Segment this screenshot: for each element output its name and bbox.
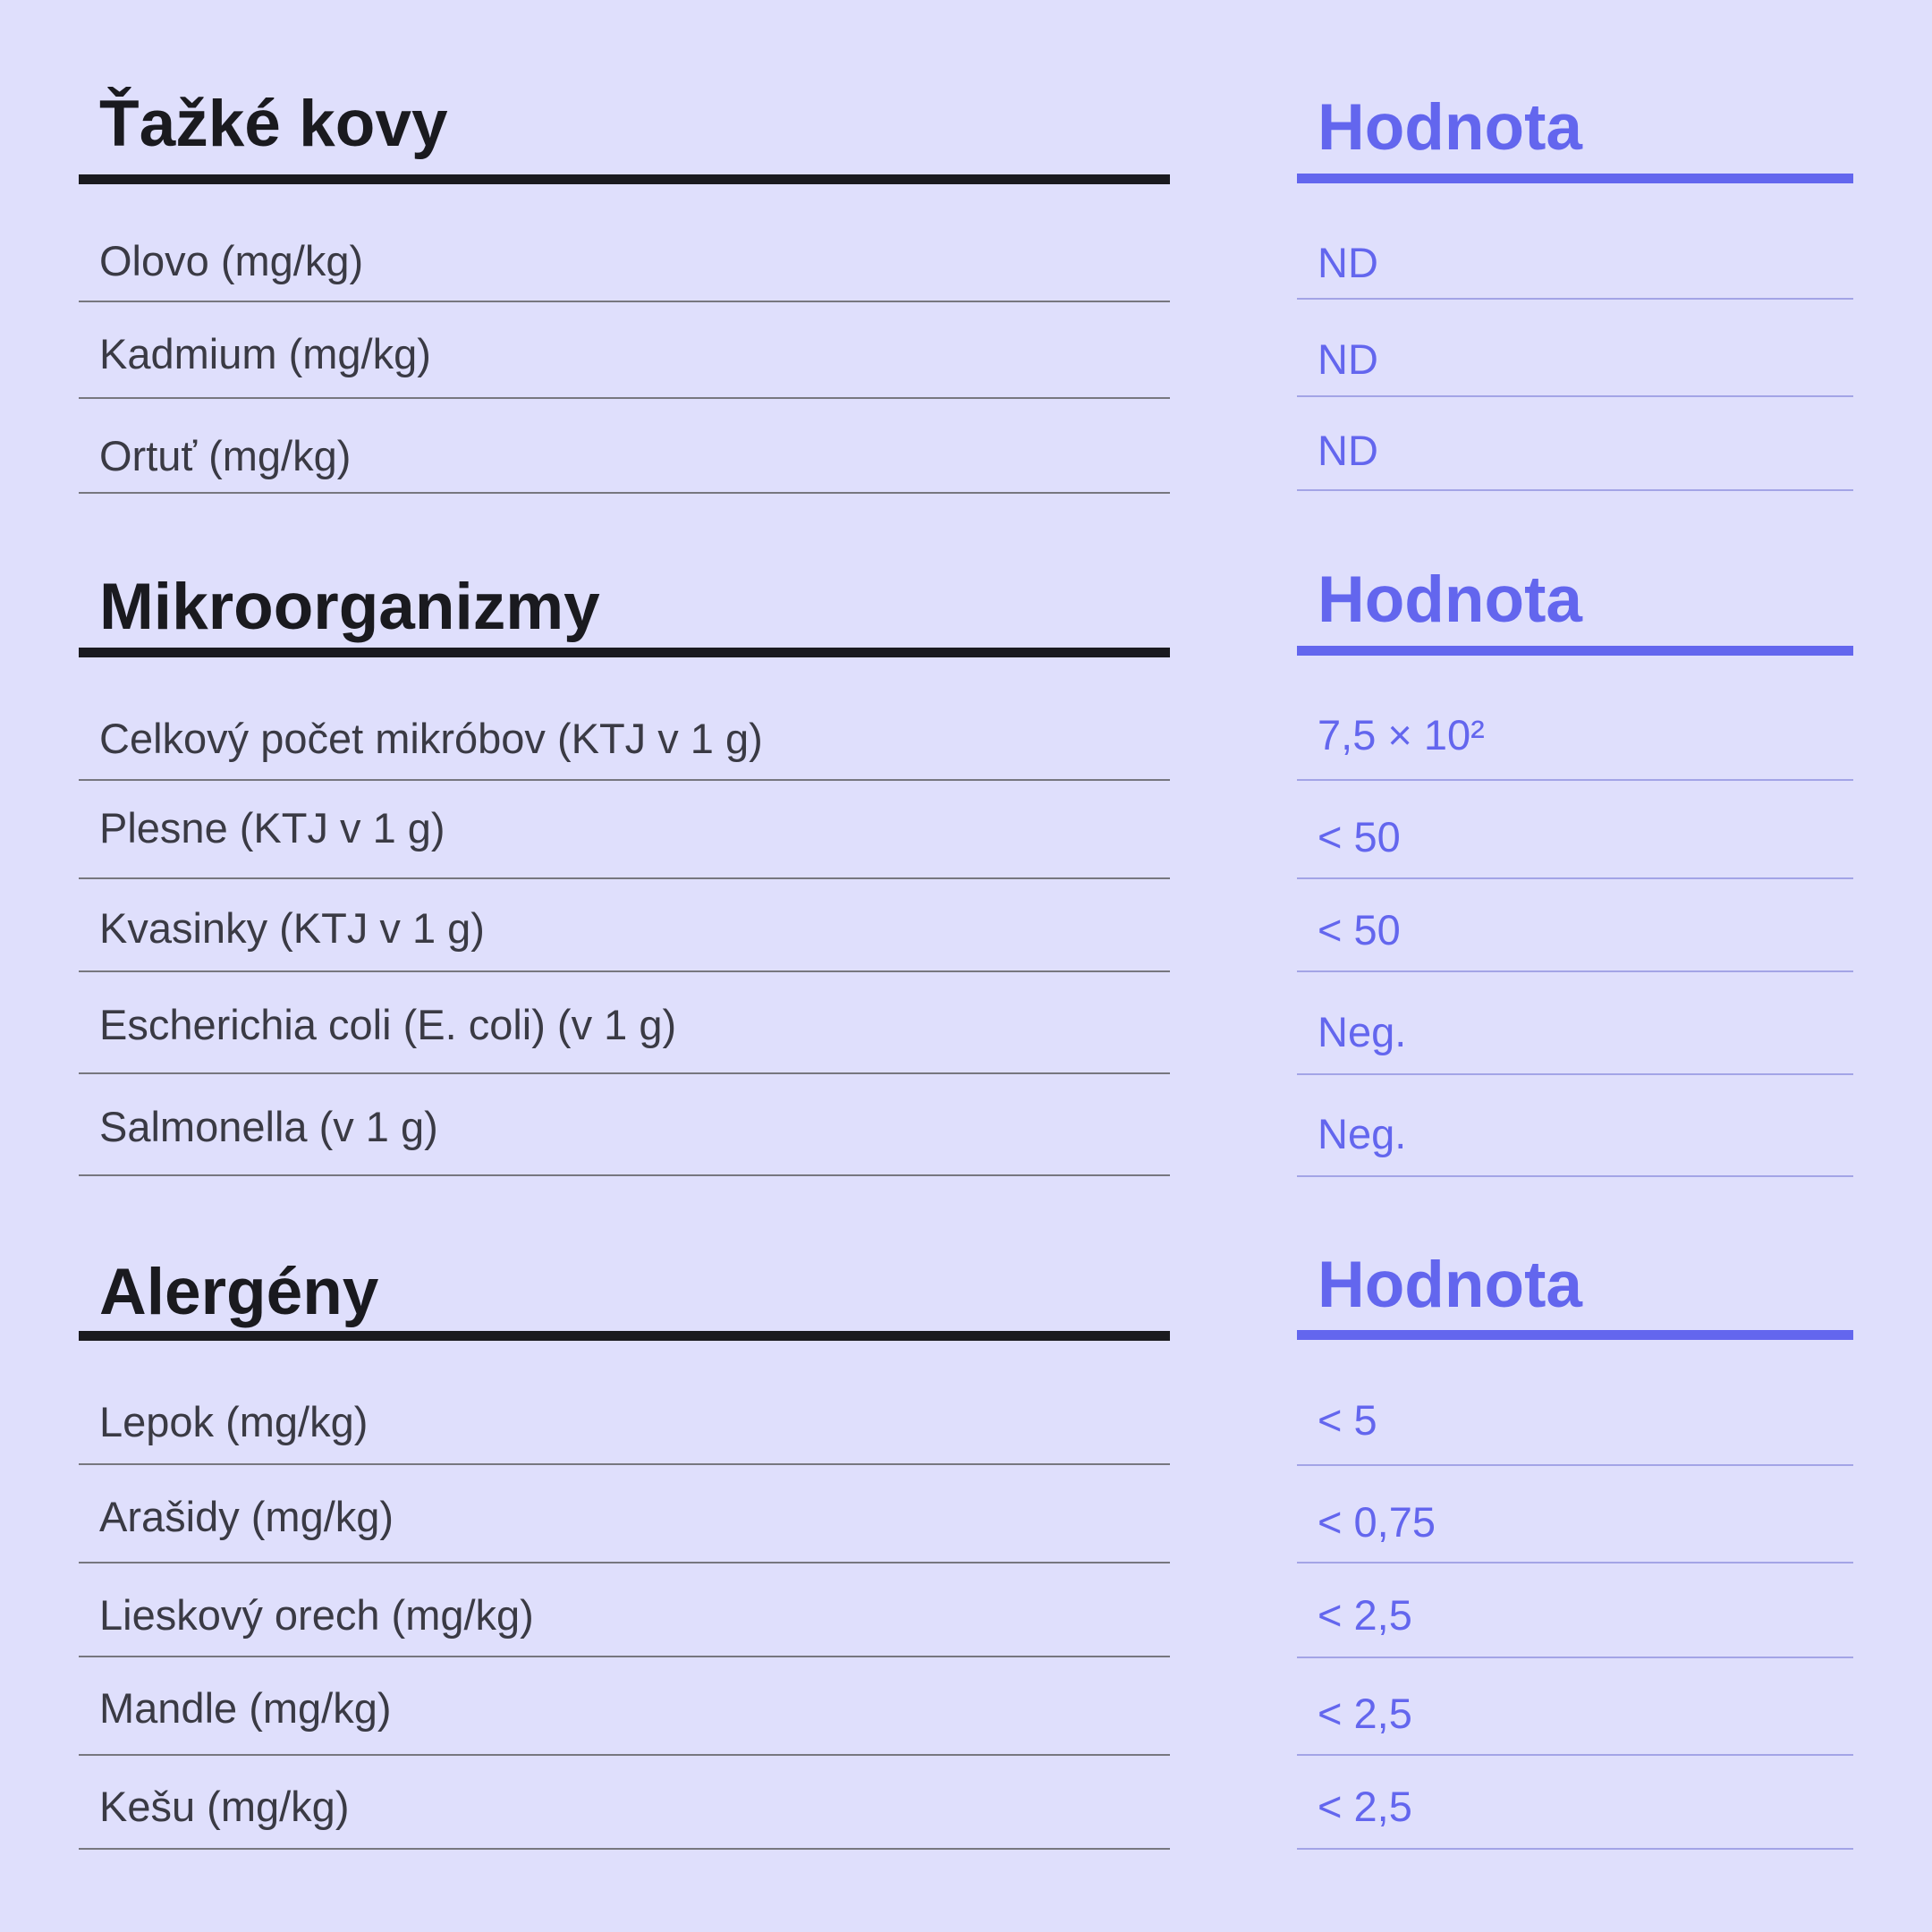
row-divider (79, 779, 1170, 781)
row-divider (79, 877, 1170, 879)
row-divider (1297, 1175, 1853, 1177)
row-value: ND (1318, 239, 1378, 286)
row-divider (1297, 298, 1853, 300)
row-label: Celkový počet mikróbov (KTJ v 1 g) (99, 715, 763, 762)
row-divider (1297, 1073, 1853, 1075)
row-divider (79, 492, 1170, 494)
row-label: Ortuť (mg/kg) (99, 432, 352, 479)
row-divider (79, 397, 1170, 399)
row-divider (1297, 1848, 1853, 1850)
row-value: < 2,5 (1318, 1591, 1412, 1639)
row-divider (79, 1562, 1170, 1563)
row-divider (1297, 1562, 1853, 1563)
row-divider (1297, 877, 1853, 879)
row-label: Mandle (mg/kg) (99, 1684, 392, 1732)
section-title-underline (79, 648, 1170, 657)
row-label: Plesne (KTJ v 1 g) (99, 804, 445, 852)
section-title: Alergény (99, 1256, 379, 1328)
value-column-header: Hodnota (1318, 1249, 1582, 1321)
row-divider (79, 1656, 1170, 1657)
row-label: Salmonella (v 1 g) (99, 1103, 438, 1150)
value-header-underline (1297, 1330, 1853, 1340)
row-divider (79, 1848, 1170, 1850)
row-label: Escherichia coli (E. coli) (v 1 g) (99, 1001, 677, 1048)
row-value: < 5 (1318, 1396, 1377, 1444)
row-value: < 50 (1318, 813, 1401, 860)
value-header-underline (1297, 646, 1853, 656)
row-label: Kadmium (mg/kg) (99, 330, 431, 377)
row-divider (1297, 1464, 1853, 1466)
row-value: ND (1318, 335, 1378, 383)
row-label: Kešu (mg/kg) (99, 1783, 350, 1830)
row-label: Arašidy (mg/kg) (99, 1493, 394, 1540)
row-value: < 50 (1318, 906, 1401, 953)
row-label: Lieskový orech (mg/kg) (99, 1591, 534, 1639)
row-divider (79, 1072, 1170, 1074)
row-value: < 2,5 (1318, 1690, 1412, 1737)
row-value: Neg. (1318, 1008, 1407, 1055)
section-title-underline (79, 1331, 1170, 1341)
section-title: Mikroorganizmy (99, 571, 600, 643)
row-divider (1297, 970, 1853, 972)
row-label: Kvasinky (KTJ v 1 g) (99, 904, 485, 952)
value-column-header: Hodnota (1318, 564, 1582, 636)
row-divider (79, 970, 1170, 972)
row-divider (1297, 1657, 1853, 1658)
row-divider (1297, 1754, 1853, 1756)
row-divider (79, 1754, 1170, 1756)
value-column-header: Hodnota (1318, 91, 1582, 164)
row-divider (1297, 489, 1853, 491)
row-value: Neg. (1318, 1110, 1407, 1157)
row-label: Lepok (mg/kg) (99, 1398, 369, 1445)
row-divider (79, 301, 1170, 302)
row-divider (79, 1174, 1170, 1176)
row-divider (1297, 395, 1853, 397)
row-value: < 2,5 (1318, 1783, 1412, 1830)
row-label: Olovo (mg/kg) (99, 237, 364, 284)
row-value: ND (1318, 427, 1378, 474)
row-divider (79, 1463, 1170, 1465)
row-value: 7,5 × 10² (1318, 711, 1485, 758)
value-header-underline (1297, 174, 1853, 183)
row-divider (1297, 779, 1853, 781)
row-value: < 0,75 (1318, 1498, 1436, 1546)
section-title: Ťažké kovy (99, 88, 448, 160)
section-title-underline (79, 174, 1170, 184)
